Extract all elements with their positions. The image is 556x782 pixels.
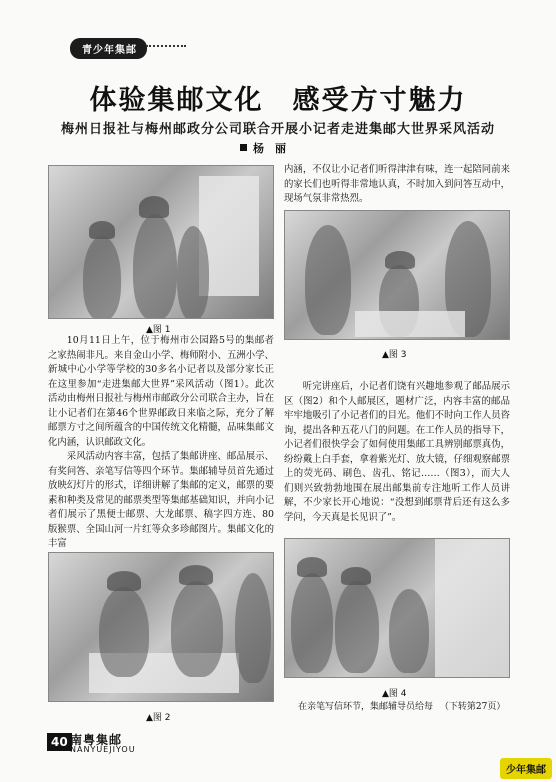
paragraph: 10月11日上午，位于梅州市公园路5号的集邮者之家热闹非凡。来自金山小学、梅师附小、五洲小学、新城中心小学等学校的30多名小记者以及部分家长正在这里参加“走进集邮大世界”采风活动（图1）。此次活动由梅州日报社与梅州市邮政分公司联合主办，旨在让小记者们在第46个世界邮政日来临之际，充分了解邮票方寸之间所蕴含的中国传统文化精髓，品味集邮文化内涵，认识邮政文化。 [48,335,274,448]
magazine-brand: 南粤集邮 [70,733,123,747]
page-number: 40 [47,733,72,751]
paragraph [298,700,516,715]
article-column-2-bottom [298,700,516,715]
article-column-2-top [284,163,510,207]
corner-section-tag: 少年集邮 [500,758,552,779]
caption-figure-2: ▲图 2 [146,713,171,723]
article-subtitle: 梅州日报社与梅州邮政分公司联合开展小记者走进集邮大世界采风活动 [60,122,495,137]
caption-figure-3: ▲图 3 [382,350,407,360]
article-column-2 [284,380,510,525]
section-dots-divider [146,45,186,47]
article-column-1 [48,334,274,552]
paragraph: 听完讲座后，小记者们饶有兴趣地参观了邮品展示区（图2）和个人邮展区，题材广泛，内容丰富的邮品牢牢地吸引了小记者们的目光。他们不时向工作人员咨询，提出各种五花八门的问题。在工作人员的指导下，小记者们很快学会了如何使用集邮工具辨别邮票真伪，纷纷戴上白手套，拿着紫光灯、放大镜，仔细观察邮票上的荧光码、刷色、齿孔、铭记……（图3），而大人们则兴致勃勃地围在展出邮集前专注地听工作人员讲解，不少家长开心地说：“没想到邮票背后还有这么多学问，今天真是长见识了”。 [284,381,510,523]
paragraph: 内涵，不仅让小记者们听得津津有味，连一起陪同前来的家长们也听得非常地认真，不时加入到问答互动中，现场气氛非常热烈。 [284,164,510,204]
photo-figure-3 [284,210,510,340]
section-tag: 青少年集邮 [70,38,147,59]
photo-figure-2 [48,552,274,702]
byline-square-icon [240,144,247,151]
article-title: 体验集邮文化 感受方寸魅力 [89,85,467,116]
author-name: 杨 丽 [253,142,286,155]
caption-figure-1: ▲图 1 [146,325,171,335]
paragraph: 采风活动内容丰富，包括了集邮讲座、邮品展示、有奖问答、亲笔写信等四个环节。集邮辅导员首先通过放映幻灯片的形式，详细讲解了集邮的定义，邮票的要素和种类及常见的邮票类型等集邮基础知识，并向小记者们展示了黑便士邮票、大龙邮票、稿字四方连、80版猴票、全国山河一片红等众多珍邮图片。集邮文化的丰富 [48,451,274,549]
photo-figure-4 [284,538,510,678]
caption-figure-4: ▲图 4 [382,689,407,699]
magazine-brand-pinyin: NANYUEJIYOU [70,745,136,754]
continued-note: （下转第27页） [439,702,506,712]
photo-figure-1 [48,165,274,319]
article-byline [240,140,286,156]
figure-4-caption-line: 在亲笔写信环节，集邮辅导员给每 [298,702,434,712]
